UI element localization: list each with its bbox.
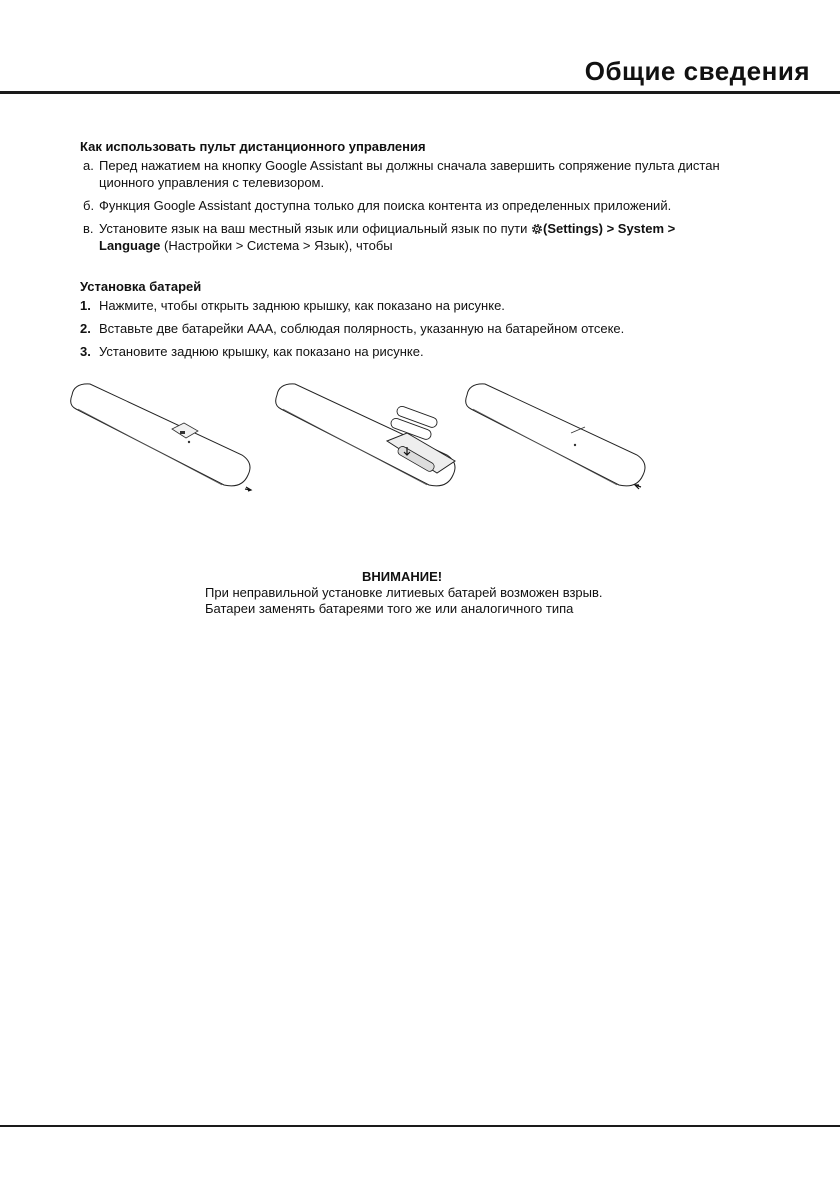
warning-line-1: При неправильной установке литиевых батарей возможен взрыв.	[205, 585, 603, 600]
remote-cover-close-illustration	[457, 375, 657, 500]
step-number: 3.	[80, 344, 91, 359]
step-number: 2.	[80, 321, 91, 336]
item-marker: б.	[83, 198, 95, 213]
item-marker: а.	[83, 158, 94, 173]
item-marker: в.	[83, 221, 94, 236]
remote-item-a	[80, 157, 780, 191]
item-text-line2: ционного управления с телевизором.	[99, 175, 325, 190]
warning-title: ВНИМАНИЕ!	[362, 569, 443, 584]
step-text: Нажмите, чтобы открыть заднюю крышку, как показано на рисунке.	[99, 298, 505, 313]
main-content	[80, 138, 780, 366]
step-number: 1.	[80, 298, 91, 313]
step-text: Вставьте две батарейки ААА, соблюдая полярность, указанную на батарейном отсеке.	[99, 321, 625, 336]
header-divider	[0, 91, 840, 94]
remote-item-b	[80, 197, 780, 214]
battery-step-3	[80, 343, 780, 360]
language-bold: Language	[99, 238, 161, 253]
battery-section-title: Установка батарей	[80, 279, 202, 294]
gear-icon	[531, 223, 543, 235]
settings-path-bold: (Settings) > System >	[543, 221, 676, 236]
remote-section-title: Как использовать пульт дистанционного управления	[80, 139, 426, 154]
remote-item-c	[80, 220, 780, 254]
remote-cover-open-illustration	[62, 375, 262, 500]
warning-block	[205, 569, 665, 617]
item-text-line1: Перед нажатием на кнопку Google Assistant вы должны сначала завершить сопряжение пульта дистан	[99, 158, 720, 173]
battery-step-2	[80, 320, 780, 337]
warning-line-2: Батареи заменять батареями того же или аналогичного типа	[205, 601, 574, 616]
battery-illustrations	[62, 375, 782, 505]
remote-batteries-insert-illustration	[267, 375, 467, 500]
item-text-start: Установите язык на ваш местный язык или официальный язык по пути	[99, 221, 532, 236]
page-title: Общие сведения	[584, 56, 810, 86]
step-text: Установите заднюю крышку, как показано на рисунке.	[99, 344, 424, 359]
footer-divider	[0, 1125, 840, 1127]
item-text-end: (Настройки > Система > Язык), чтобы	[160, 238, 393, 253]
item-text: Функция Google Assistant доступна только для поиска контента из определенных приложений.	[99, 198, 672, 213]
battery-step-1	[80, 297, 780, 314]
